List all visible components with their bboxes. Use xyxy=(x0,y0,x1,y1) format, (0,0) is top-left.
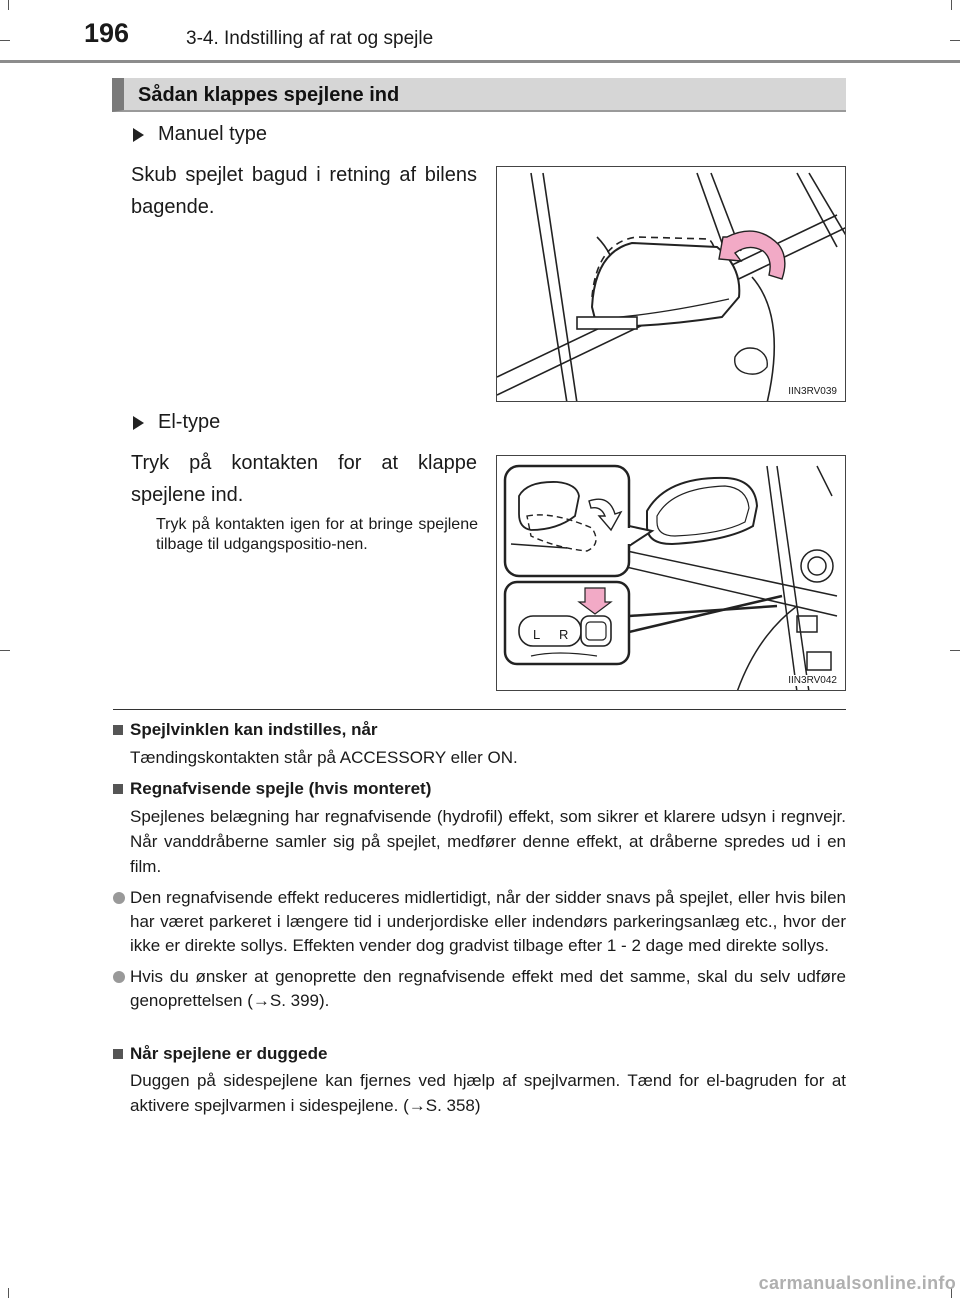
manual-mirror-illustration xyxy=(497,167,846,402)
crop-mark xyxy=(950,40,960,41)
electric-mirror-figure xyxy=(496,455,846,691)
square-bullet-icon xyxy=(113,784,123,794)
crop-mark xyxy=(8,1288,9,1298)
info-heading xyxy=(113,720,846,740)
info-heading xyxy=(113,779,846,799)
manual-instruction: Skub spejlet bagud i retning af bilens bagende. xyxy=(131,164,477,218)
electric-type-label: El-type xyxy=(158,411,221,433)
triangle-bullet-icon xyxy=(133,416,144,430)
info-block xyxy=(113,1044,846,1118)
info-text: Duggen på sidespejlene kan fjernes ved hjælp af spejlvarmen. Tænd for el-bagruden for at aktivere spejlvarmen i sidespejlene. (→S. 358) xyxy=(130,1071,846,1115)
electric-mirror-illustration xyxy=(497,456,846,691)
info-text: Tændingskontakten står på ACCESSORY eller ON. xyxy=(130,748,518,767)
figure-code: IIN3RV042 xyxy=(788,675,837,686)
manual-mirror-figure xyxy=(496,166,846,402)
page-number: 196 xyxy=(84,18,130,48)
body-rule xyxy=(113,709,846,710)
triangle-bullet-icon xyxy=(133,128,144,142)
manual-type-item xyxy=(133,123,267,146)
switch-right-label: R xyxy=(559,627,569,642)
crop-mark xyxy=(950,650,960,651)
manual-type-label: Manuel type xyxy=(158,123,267,145)
electric-instruction: Tryk på kontakten for at klappe spejlene ind. xyxy=(131,452,477,506)
list-item xyxy=(113,965,846,1013)
square-bullet-icon xyxy=(113,1049,123,1059)
section-title: 3-4. Indstilling af rat og spejle xyxy=(186,28,434,49)
info-block xyxy=(113,779,846,1013)
crop-mark xyxy=(0,650,10,651)
section-heading-text: Sådan klappes spejlene ind xyxy=(138,84,400,106)
crop-mark xyxy=(0,40,10,41)
info-block xyxy=(113,720,846,770)
header-rule xyxy=(0,60,960,63)
crop-mark xyxy=(951,0,952,10)
info-heading-text: Regnafvisende spejle (hvis monteret) xyxy=(130,779,432,798)
info-heading-text: Spejlvinklen kan indstilles, når xyxy=(130,720,378,739)
bullet-dot-icon xyxy=(113,971,125,983)
section-heading xyxy=(112,78,846,112)
square-bullet-icon xyxy=(113,725,123,735)
list-item xyxy=(113,886,846,958)
info-heading-text: Når spejlene er duggede xyxy=(130,1044,328,1063)
electric-type-item xyxy=(133,411,220,434)
footer-watermark: carmanualsonline.info xyxy=(758,1273,956,1293)
figure-code: IIN3RV039 xyxy=(788,386,837,397)
info-heading xyxy=(113,1044,846,1064)
list-item-text: Den regnafvisende effekt reduceres midlertidigt, når der sidder snavs på spejlet, eller hvis bilen har været parkeret i længere tid i underjordiske eller indendørs parkeringsanlæg etc., hvor der ikke er direkte sollys. Effekten vender dog gradvist tilbage efter 1 - 2 dage med direkte sollys. xyxy=(130,888,846,955)
bullet-dot-icon xyxy=(113,892,125,904)
list-item-text: Hvis du ønsker at genoprette den regnafvisende effekt med det samme, skal du selv udføre genoprettelsen (→S. 399). xyxy=(130,967,846,1010)
crop-mark xyxy=(8,0,9,10)
info-text: Spejlenes belægning har regnafvisende (hydrofil) effekt, som sikrer et klarere udsyn i regnvejr. Når vanddråberne samler sig på spejlet, medfører denne effekt, at dråberne spredes ud i en film. xyxy=(130,807,846,876)
electric-note: Tryk på kontakten igen for at bringe spejlene tilbage til udgangspositio-nen. xyxy=(156,516,478,553)
switch-left-label: L xyxy=(533,627,541,642)
